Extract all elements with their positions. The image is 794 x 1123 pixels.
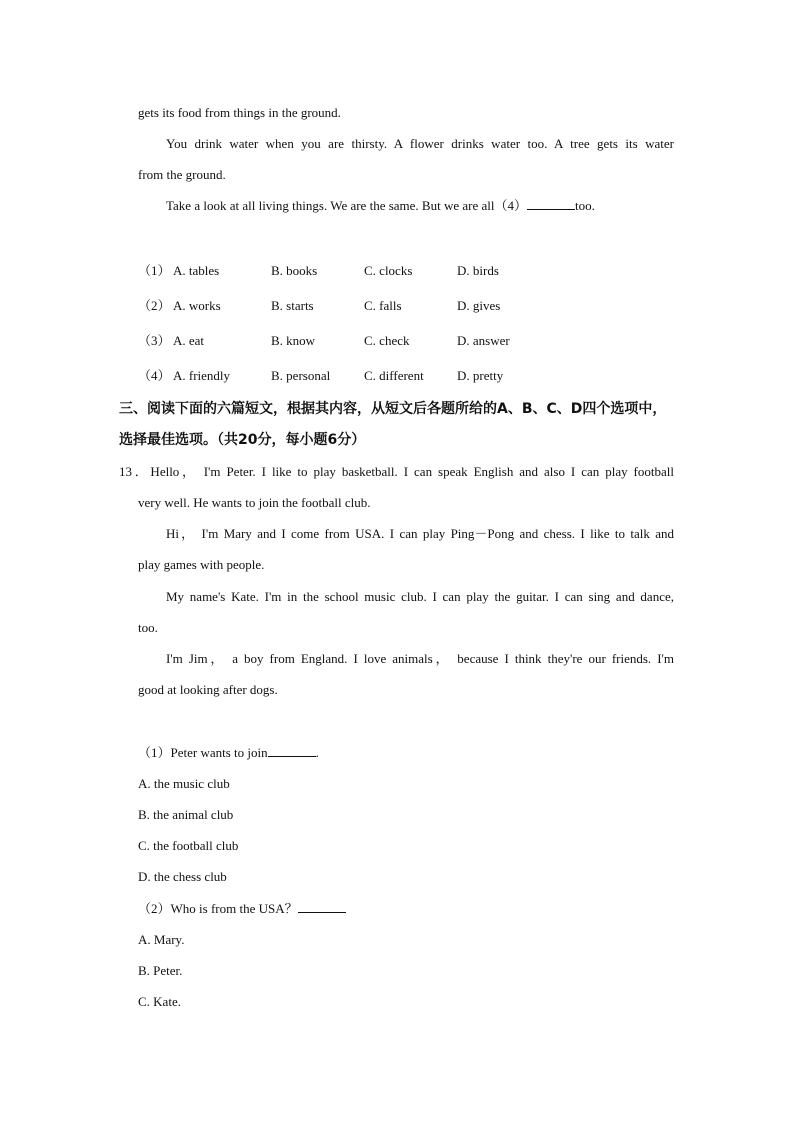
q13-paragraph-3-line-2: too. [138,620,158,635]
option-c: C. falls [364,298,402,313]
q13-sub2-option-a: A. Mary. [138,932,185,947]
passage-line-1: gets its food from things in the ground. [138,105,341,120]
q13-sub1-question [138,745,319,761]
q13-sub2-question [138,901,346,917]
option-d: D. birds [457,263,499,278]
q13-paragraph-4-line-2: good at looking after dogs. [138,682,278,697]
answer-blank [268,745,316,757]
option-number: （1） [138,263,171,278]
section-heading-line-2: 选择最佳选项。（共20分，每小题6分） [119,432,366,448]
q13-paragraph-2-line-2: play games with people. [138,557,265,572]
option-c: C. different [364,368,424,383]
option-a: A. tables [173,263,220,278]
q13-paragraph-3-line-1: My name's Kate. I'm in the school music club. I can play the guitar. I can sing and dance, [166,589,674,604]
option-c: C. clocks [364,263,413,278]
option-c: C. check [364,333,410,348]
answer-blank [298,901,346,913]
option-number: （3） [138,333,171,348]
option-b: B. know [271,333,316,348]
q13-sub1-option-d: D. the chess club [138,869,227,884]
option-d: D. answer [457,333,510,348]
q13-paragraph-4-line-1: I'm Jim， a boy from England. I love animals， because I think they're our friends. I'm [166,651,674,666]
q13-paragraph-1-line-1: 13．Hello， I'm Peter. I like to play basketball. I can speak English and also I can play football [119,464,674,479]
q13-paragraph-1-line-2: very well. He wants to join the football club. [138,495,371,510]
passage-line-4 [166,198,595,214]
passage-line-4-text: Take a look at all living things. We are the same. But we are all（4） [166,198,527,213]
option-number: （2） [138,298,171,313]
passage-line-2: You drink water when you are thirsty. A flower drinks water too. A tree gets its water [166,136,674,151]
q13-sub1-option-c: C. the football club [138,838,239,853]
option-b: B. books [271,263,318,278]
q13-sub2-option-c: C. Kate. [138,994,181,1009]
q13-sub2-question-text: （2）Who is from the USA？ [138,901,298,916]
option-a: A. friendly [173,368,231,383]
passage-line-4-end: too. [574,198,595,213]
q13-sub2-option-b: B. Peter. [138,963,183,978]
option-d: D. gives [457,298,501,313]
answer-blank-4 [527,198,575,210]
option-d: D. pretty [457,368,504,383]
q13-paragraph-2-line-1: Hi， I'm Mary and I come from USA. I can play Ping－Pong and chess. I like to talk and [166,526,674,541]
q13-sub1-question-end: . [315,745,319,760]
q13-sub1-option-a: A. the music club [138,776,230,791]
option-a: A. eat [173,333,205,348]
q13-sub1-question-text: （1）Peter wants to join [138,745,268,760]
passage-line-3: from the ground. [138,167,226,182]
q13-sub1-option-b: B. the animal club [138,807,234,822]
option-number: （4） [138,368,171,383]
option-b: B. starts [271,298,314,313]
section-heading-line-1: 三、阅读下面的六篇短文，根据其内容，从短文后各题所给的A、B、C、D四个选项中， [119,401,667,417]
option-b: B. personal [271,368,331,383]
option-a: A. works [173,298,221,313]
